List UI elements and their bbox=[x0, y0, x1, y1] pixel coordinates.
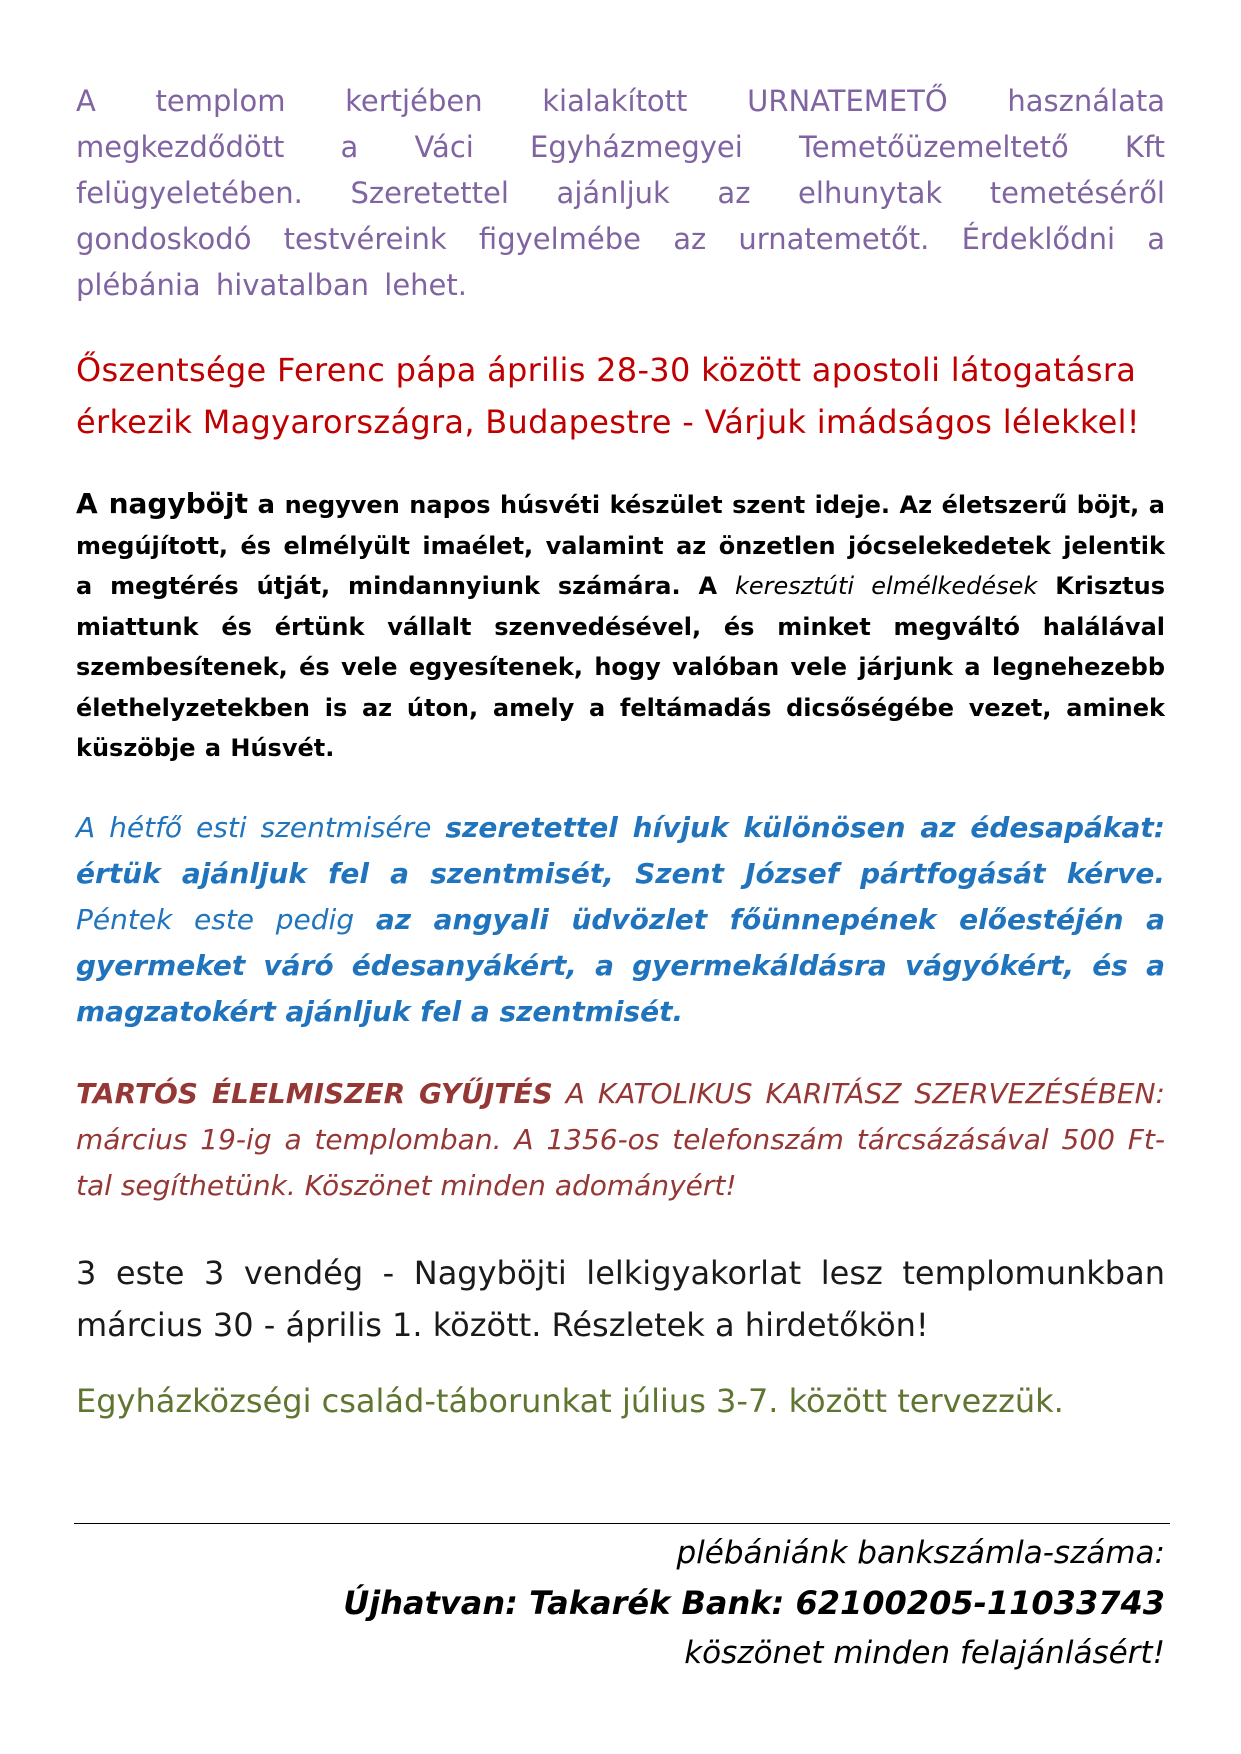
bank-footer bbox=[76, 1528, 1165, 1678]
family-camp-notice: Egyházközségi család-táborunkat július 3-7. között tervezzük. bbox=[76, 1381, 1064, 1420]
papal-visit-notice: Őszentsége Ferenc pápa április 28-30 között apostoli látogatásra érkezik Magyarországra, Budapestre - Várjuk imádságos lélekkel! bbox=[76, 351, 1140, 441]
masses-notice bbox=[76, 805, 1165, 1035]
lent-italic-phrase: keresztúti elmélkedések bbox=[735, 572, 1038, 600]
footer-divider bbox=[74, 1523, 1170, 1524]
food-drive-title: TARTÓS ÉLELMISZER GYŰJTÉS bbox=[76, 1076, 553, 1110]
lent-text-1: negyven napos húsvéti készület szent ideje. Az életszerű böjt, a megújított, és elmélyült imaélet, valamint az önzetlen jócselekedetek jelentik a megtérés útját, mindannyiunk számára. A bbox=[76, 491, 1165, 600]
masses-part-1: A hétfő esti szentmisére bbox=[76, 810, 432, 844]
food-drive-text: A KATOLIKUS KARITÁSZ SZERVEZÉSÉBEN: március 19-ig a templomban. A 1356-os telefonszám tárcsázásával 500 Ft-tal segíthetünk. Köszönet minden adományért! bbox=[76, 1076, 1165, 1202]
food-drive-notice bbox=[76, 1071, 1165, 1209]
retreat-notice: 3 este 3 vendég - Nagyböjti lelkigyakorlat lesz templomunkban március 30 - április 1. között. Részletek a hirdetőkön! bbox=[76, 1253, 1165, 1344]
bank-account: Újhatvan: Takarék Bank: 62100205-11033743 bbox=[343, 1584, 1165, 1622]
masses-part-4: az angyali üdvözlet főünnepének előestéjén a gyermeket váró édesanyákért, a gyermekáldásra vágyókért, és a magzatokért ajánljuk fel a szentmisét. bbox=[76, 902, 1165, 1028]
lent-lead-word: A nagyböjt bbox=[76, 487, 248, 520]
masses-part-3: Péntek este pedig bbox=[76, 902, 355, 936]
thanks-line: köszönet minden felajánlásért! bbox=[684, 1635, 1165, 1671]
urn-cemetery-notice: A templom kertjében kialakított URNATEMETŐ használata megkezdődött a Váci Egyházmegyei Temetőüzemeltető Kft felügyeletében. Szeretettel ajánljuk az elhunytak temetéséről gondoskodó testvéreink figyelmébe az urnatemetőt. Érdeklődni a plébánia hivatalban lehet. bbox=[76, 84, 1165, 302]
lent-lead-a: a bbox=[257, 490, 276, 520]
lent-notice bbox=[76, 484, 1165, 769]
masses-part-2: szeretettel hívjuk különösen az édesapákat: értük ajánljuk fel a szentmisét, Szent József pártfogását kérve. bbox=[76, 810, 1165, 890]
lent-text-2: Krisztus miattunk és értünk vállalt szenvedésével, és minket megváltó halálával szembesítenek, és vele egyesítenek, hogy valóban vele járjunk a legnehezebb élethelyzetekben is az úton, amely a feltámadás dicsőségébe vezet, aminek küszöbje a Húsvét. bbox=[76, 572, 1166, 762]
announcement-page bbox=[76, 78, 1165, 1427]
bank-label: plébániánk bankszámla-száma: bbox=[676, 1535, 1165, 1571]
